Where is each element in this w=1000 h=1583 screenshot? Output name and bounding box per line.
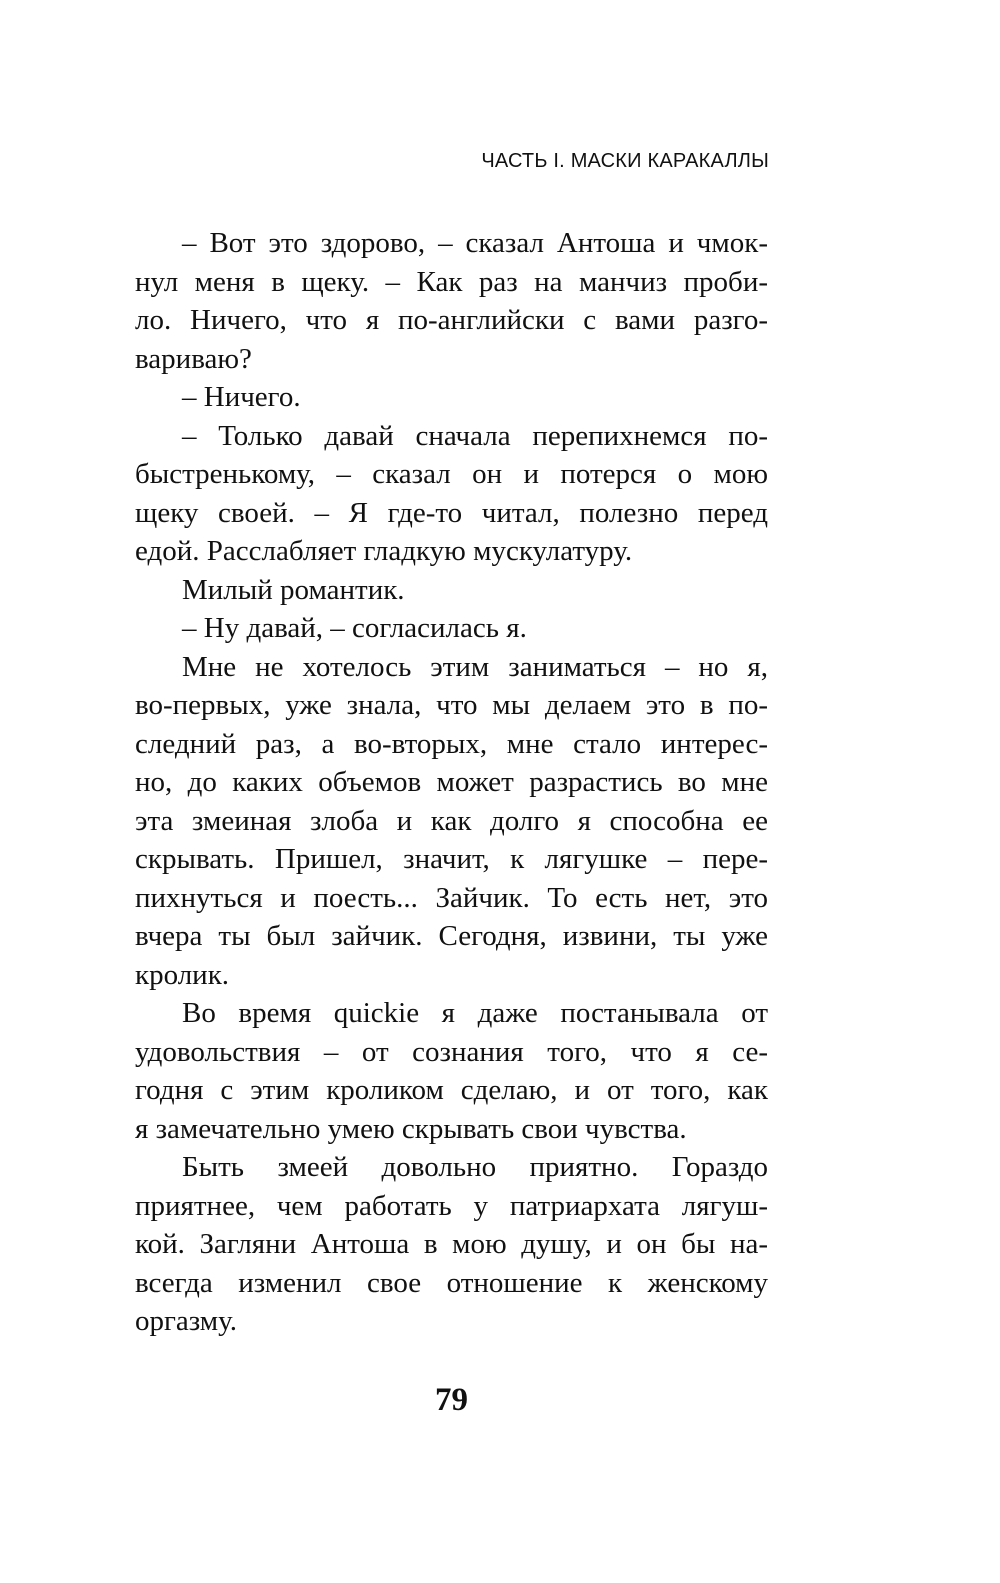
text-line: оргазму. xyxy=(135,1305,238,1337)
text-line: нул меня в щеку. – Как раз на манчиз проби- xyxy=(135,265,768,298)
text-line: но, до каких объемов может разрастись во мне xyxy=(135,766,768,798)
page-number: 79 xyxy=(435,1382,468,1418)
text-line: Мне не хотелось этим заниматься – но я, xyxy=(182,650,768,683)
text-line: кролик. xyxy=(135,958,230,991)
text-line: эта змеиная злоба и как долго я способна ее xyxy=(135,804,768,837)
text-line: пихнуться и поесть... Зайчик. То есть нет, это xyxy=(135,881,768,914)
text-line: приятнее, чем работать у патриархата лягуш- xyxy=(135,1189,768,1222)
text-line: вариваю? xyxy=(135,342,252,375)
text-line: – Ничего. xyxy=(182,381,301,413)
text-line: Во время quickie я даже постанывала от xyxy=(182,997,768,1029)
text-line: всегда изменил свое отношение к женскому xyxy=(135,1266,768,1299)
text-line: едой. Расслабляет гладкую мускулатуру. xyxy=(135,535,633,567)
text-line: вчера ты был зайчик. Сегодня, извини, ты уже xyxy=(135,920,768,952)
text-line: скрывать. Пришел, значит, к лягушке – пере- xyxy=(135,843,768,875)
body-text xyxy=(135,224,768,1341)
text-line: годня с этим кроликом сделаю, и от того, как xyxy=(135,1074,768,1106)
text-line: Быть змеей довольно приятно. Гораздо xyxy=(182,1151,768,1183)
text-line: я замечательно умею скрывать свои чувства. xyxy=(135,1112,687,1145)
text-line: щеку своей. – Я где-то читал, полезно перед xyxy=(135,496,768,529)
text-line: Милый романтик. xyxy=(182,573,405,606)
text-line: удовольствия – от сознания того, что я се- xyxy=(135,1035,768,1068)
text-line: следний раз, а во-вторых, мне стало интерес- xyxy=(135,727,768,760)
text-line: – Ну давай, – согласилась я. xyxy=(182,612,527,644)
text-line: быстренькому, – сказал он и потерся о мою xyxy=(135,458,768,490)
text-line: – Вот это здорово, – сказал Антоша и чмок- xyxy=(182,227,768,259)
text-line: – Только давай сначала перепихнемся по- xyxy=(182,419,768,452)
running-head: ЧАСТЬ I. МАСКИ КАРАКАЛЛЫ xyxy=(481,150,769,172)
text-line: ло. Ничего, что я по-английски с вами разго- xyxy=(135,304,768,336)
text-line: кой. Загляни Антоша в мою душу, и он бы на- xyxy=(135,1228,768,1260)
text-line: во-первых, уже знала, что мы делаем это в по- xyxy=(135,689,768,721)
